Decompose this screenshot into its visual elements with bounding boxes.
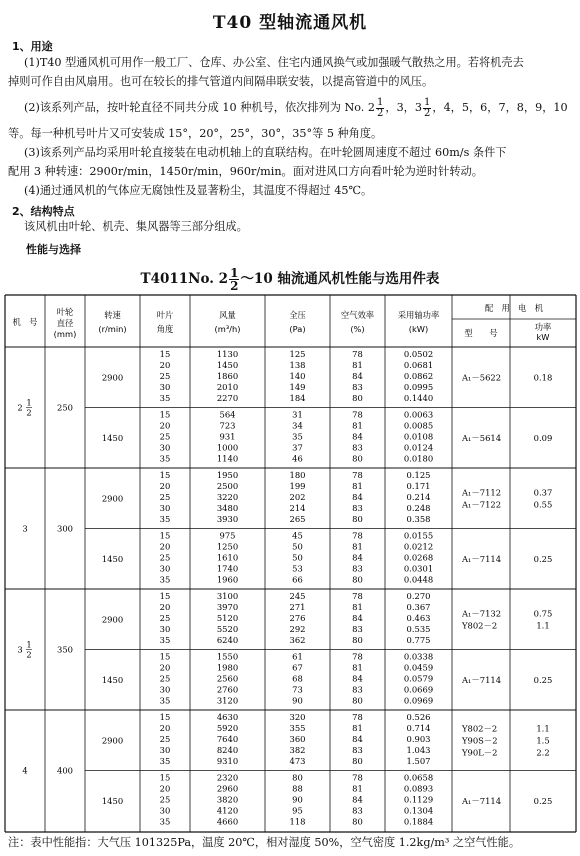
air-efficiency: 81 (352, 420, 363, 431)
total-pressure: 50 (292, 541, 303, 552)
total-pressure: 360 (289, 734, 306, 744)
air-efficiency: 80 (352, 393, 363, 403)
fraction-numerator: 1 (377, 96, 384, 108)
blade-angle: 30 (159, 624, 171, 634)
impeller-diameter: 350 (57, 644, 73, 655)
blade-angle: 15 (159, 591, 171, 601)
air-efficiency: 83 (352, 805, 363, 816)
rotation-speed: 2900 (101, 614, 124, 625)
air-efficiency: 80 (352, 574, 363, 585)
motor-model: A₁－7132 (462, 608, 502, 619)
air-efficiency: 84 (352, 734, 363, 744)
total-pressure: 292 (289, 624, 306, 634)
blade-angle: 25 (159, 794, 171, 805)
machine-number: 3 (17, 644, 23, 655)
shaft-power: 0.0681 (403, 360, 434, 370)
header-flow-1: 风量 (219, 310, 236, 320)
paragraph-3-line-2: 配用 3 种转速：2900r/min，1450r/min，960r/min。面对进风口方向看叶轮为逆时针转动。 (8, 165, 483, 178)
motor-model: Y802－2 (462, 723, 498, 734)
air-efficiency: 84 (352, 613, 363, 623)
paragraph-5-line-1: 该风机由叶轮、机壳、集风器等三部分组成。 (24, 220, 248, 233)
motor-model: A₁－7114 (462, 553, 502, 564)
air-flow: 1550 (216, 651, 239, 662)
shaft-power: 0.775 (406, 635, 431, 645)
blade-angle: 30 (159, 805, 171, 816)
machine-number-frac-den: 2 (26, 407, 32, 418)
air-flow: 564 (219, 409, 236, 420)
blade-angle: 25 (159, 552, 171, 563)
air-flow: 6240 (216, 635, 239, 645)
shaft-power: 0.0155 (403, 530, 434, 541)
shaft-power: 0.0658 (403, 772, 434, 783)
header-blade-1: 叶片 (156, 310, 174, 320)
table-footnote: 注：表中性能指：大气压 101325Pa，温度 20℃，相对湿度 50%，空气密度 1.2kg/m³ 之空气性能。 (8, 836, 521, 849)
p2-text-post: ，4，5，6，7，8，9，10 (432, 101, 568, 114)
air-flow: 1000 (216, 442, 239, 453)
motor-model: A₁－7112 (462, 487, 502, 498)
air-efficiency: 84 (352, 492, 363, 502)
p2-text-mid: ，3，3 (385, 101, 422, 114)
blade-angle: 15 (159, 349, 171, 359)
fraction-numerator-2: 1 (424, 96, 431, 108)
header-efficiency-1: 空气效率 (340, 310, 375, 320)
header-flow-2: (m³/h) (214, 324, 241, 334)
machine-number: 2 (17, 402, 23, 413)
air-flow: 2320 (216, 772, 239, 783)
air-efficiency: 80 (352, 453, 363, 464)
total-pressure: 88 (292, 783, 303, 794)
total-pressure: 362 (289, 635, 306, 645)
air-flow: 1610 (216, 552, 239, 563)
air-flow: 1980 (216, 662, 239, 673)
blade-angle: 35 (159, 453, 171, 464)
blade-angle: 20 (159, 783, 171, 794)
motor-power: 0.75 (533, 608, 553, 619)
blade-angle: 25 (159, 492, 171, 502)
shaft-power: 0.248 (406, 503, 431, 513)
section-heading-usage: 1、用途 (12, 40, 53, 53)
total-pressure: 95 (292, 805, 303, 816)
total-pressure: 214 (289, 503, 306, 513)
fraction-denominator: 2 (377, 107, 384, 119)
total-pressure: 90 (292, 794, 303, 805)
shaft-power: 0.0108 (403, 431, 434, 442)
table-title-frac-num: 1 (230, 266, 239, 280)
header-speed-2: (r/min) (98, 324, 127, 334)
air-flow: 1140 (216, 453, 239, 464)
blade-angle: 20 (159, 420, 171, 431)
air-flow: 723 (219, 420, 236, 431)
total-pressure: 180 (289, 470, 306, 480)
air-efficiency: 78 (352, 591, 363, 601)
shaft-power: 0.367 (406, 602, 431, 612)
air-flow: 1960 (216, 574, 239, 585)
header-motor-model: 型 号 (464, 328, 498, 338)
air-flow: 8240 (216, 745, 239, 755)
air-flow: 3220 (216, 492, 239, 502)
blade-angle: 20 (159, 541, 171, 552)
blade-angle: 35 (159, 393, 171, 403)
shaft-power: 0.903 (406, 734, 431, 744)
shaft-power: 0.125 (406, 470, 431, 480)
fraction-denominator-2: 2 (424, 107, 431, 119)
air-efficiency: 81 (352, 783, 363, 794)
section-heading-performance: 性能与选择 (26, 243, 81, 256)
header-motor: 配 用 电 机 (484, 303, 544, 313)
total-pressure: 202 (289, 492, 306, 502)
total-pressure: 46 (292, 453, 303, 464)
paragraph-2-line-2: 等。每一种机号叶片又可安装成 15°，20°，25°，30°，35°等 5 种角度。 (8, 127, 383, 140)
total-pressure: 37 (292, 442, 303, 453)
blade-angle: 15 (159, 470, 171, 480)
blade-angle: 35 (159, 756, 171, 766)
blade-angle: 30 (159, 563, 171, 574)
blade-angle: 30 (159, 442, 171, 453)
air-efficiency: 78 (352, 530, 363, 541)
air-efficiency: 84 (352, 794, 363, 805)
blade-angle: 30 (159, 382, 171, 392)
table-title-post: ～10 轴流通风机性能与选用件表 (240, 271, 440, 287)
shaft-power: 0.1440 (403, 393, 434, 403)
air-efficiency: 83 (352, 745, 363, 755)
air-efficiency: 83 (352, 382, 363, 392)
air-flow: 931 (219, 431, 236, 442)
shaft-power: 0.1884 (403, 816, 434, 827)
motor-model: A₁－5614 (462, 432, 502, 443)
total-pressure: 199 (289, 481, 306, 491)
motor-model: A₁－7114 (462, 795, 502, 806)
total-pressure: 67 (292, 662, 303, 673)
motor-power: 0.25 (533, 553, 553, 564)
air-efficiency: 81 (352, 723, 363, 733)
total-pressure: 66 (292, 574, 303, 585)
shaft-power: 0.0579 (403, 673, 434, 684)
air-flow: 3120 (216, 695, 239, 706)
machine-number-frac-num: 1 (26, 639, 32, 650)
air-efficiency: 81 (352, 662, 363, 673)
air-efficiency: 81 (352, 602, 363, 612)
total-pressure: 53 (292, 563, 303, 574)
shaft-power: 0.714 (406, 723, 431, 733)
air-efficiency: 80 (352, 756, 363, 766)
air-efficiency: 78 (352, 470, 363, 480)
shaft-power: 0.0969 (403, 695, 434, 706)
shaft-power: 0.0995 (403, 382, 434, 392)
header-diameter-1: 叶轮 (56, 307, 74, 317)
air-flow: 5120 (216, 613, 239, 623)
total-pressure: 184 (289, 393, 306, 403)
shaft-power: 0.0862 (403, 371, 434, 381)
shaft-power: 0.0212 (403, 541, 434, 552)
blade-angle: 15 (159, 651, 171, 662)
table-title-frac-den: 2 (230, 279, 239, 293)
p2-text-pre: (2)该系列产品，按叶轮直径不同共分成 10 种机号，依次排列为 No. 2 (24, 101, 375, 114)
rotation-speed: 1450 (101, 674, 124, 685)
air-efficiency: 80 (352, 635, 363, 645)
motor-power: 0.09 (533, 432, 553, 443)
section-heading-structure: 2、结构特点 (12, 205, 75, 218)
paragraph-3-line-1: (3)该系列产品均采用叶轮直接装在电动机轴上的直联结构。在叶轮圆周速度不超过 60m/s 条件下 (24, 146, 507, 159)
total-pressure: 271 (289, 602, 306, 612)
shaft-power: 0.535 (406, 624, 431, 634)
air-flow: 3100 (216, 591, 239, 601)
motor-power: 0.18 (533, 372, 553, 383)
rotation-speed: 2900 (101, 372, 124, 383)
header-diameter-2: 直径 (56, 318, 74, 328)
shaft-power: 0.0669 (403, 684, 434, 695)
total-pressure: 140 (289, 371, 306, 381)
blade-angle: 25 (159, 613, 171, 623)
shaft-power: 0.214 (406, 492, 431, 502)
air-flow: 2270 (216, 393, 239, 403)
air-flow: 1130 (216, 349, 239, 359)
air-flow: 3820 (216, 794, 239, 805)
air-flow: 1740 (216, 563, 239, 574)
header-motor-power-1: 功率 (534, 322, 552, 332)
rotation-speed: 1450 (101, 432, 124, 443)
air-flow: 3930 (216, 514, 239, 524)
total-pressure: 45 (292, 530, 303, 541)
machine-number-frac-den: 2 (26, 649, 32, 660)
motor-power: 1.1 (536, 620, 550, 631)
air-flow: 4630 (216, 712, 239, 722)
air-flow: 4120 (216, 805, 239, 816)
blade-angle: 20 (159, 481, 171, 491)
shaft-power: 0.0063 (403, 409, 434, 420)
shaft-power: 0.0301 (403, 563, 434, 574)
air-efficiency: 83 (352, 684, 363, 695)
shaft-power: 0.0502 (403, 349, 434, 359)
total-pressure: 68 (292, 673, 303, 684)
motor-model: A₁－7122 (462, 499, 502, 510)
total-pressure: 320 (289, 712, 306, 722)
air-flow: 1450 (216, 360, 239, 370)
motor-model: A₁－5622 (462, 372, 502, 383)
blade-angle: 25 (159, 673, 171, 684)
air-efficiency: 84 (352, 371, 363, 381)
blade-angle: 25 (159, 431, 171, 442)
shaft-power: 0.358 (406, 514, 431, 524)
shaft-power: 0.0180 (403, 453, 434, 464)
blade-angle: 20 (159, 662, 171, 673)
air-efficiency: 78 (352, 772, 363, 783)
total-pressure: 355 (289, 723, 306, 733)
impeller-diameter: 250 (57, 402, 73, 413)
shaft-power: 0.1129 (403, 794, 434, 805)
header-blade-2: 角度 (156, 324, 174, 334)
motor-model: Y90S－2 (462, 735, 498, 746)
air-efficiency: 80 (352, 514, 363, 524)
air-flow: 2500 (216, 481, 239, 491)
air-efficiency: 81 (352, 481, 363, 491)
air-efficiency: 84 (352, 431, 363, 442)
machine-number-frac-num: 1 (26, 397, 32, 408)
shaft-power: 0.171 (406, 481, 431, 491)
blade-angle: 35 (159, 574, 171, 585)
air-efficiency: 78 (352, 712, 363, 722)
blade-angle: 30 (159, 684, 171, 695)
air-efficiency: 78 (352, 349, 363, 359)
air-efficiency: 81 (352, 360, 363, 370)
total-pressure: 118 (289, 816, 306, 827)
rotation-speed: 1450 (101, 795, 124, 806)
motor-power: 0.37 (533, 487, 553, 498)
blade-angle: 15 (159, 772, 171, 783)
air-efficiency: 83 (352, 563, 363, 574)
shaft-power: 0.0268 (403, 552, 434, 563)
total-pressure: 473 (289, 756, 306, 766)
total-pressure: 265 (289, 514, 306, 524)
shaft-power: 0.270 (406, 591, 431, 601)
air-flow: 9310 (216, 756, 239, 766)
total-pressure: 31 (292, 409, 303, 420)
air-flow: 2760 (216, 684, 239, 695)
total-pressure: 50 (292, 552, 303, 563)
total-pressure: 149 (289, 382, 306, 392)
motor-power: 0.55 (533, 499, 553, 510)
total-pressure: 276 (289, 613, 306, 623)
blade-angle: 15 (159, 409, 171, 420)
blade-angle: 35 (159, 514, 171, 524)
paragraph-1-line-1: (1)T40 型通风机可用作一般工厂、仓库、办公室、住宅内通风换气或加强暖气散热之用。若将机壳去 (24, 56, 524, 69)
air-efficiency: 83 (352, 503, 363, 513)
air-flow: 5520 (216, 624, 239, 634)
blade-angle: 15 (159, 530, 171, 541)
air-efficiency: 84 (352, 673, 363, 684)
blade-angle: 35 (159, 695, 171, 706)
air-efficiency: 78 (352, 409, 363, 420)
header-diameter-3: (mm) (53, 329, 77, 339)
motor-power: 0.25 (533, 674, 553, 685)
shaft-power: 0.526 (406, 712, 431, 722)
motor-model: Y90L－2 (462, 747, 498, 758)
page-title: T40 型轴流通风机 (212, 13, 368, 33)
header-pressure-2: (Pa) (289, 324, 306, 334)
air-flow: 3480 (216, 503, 239, 513)
air-efficiency: 83 (352, 624, 363, 634)
impeller-diameter: 400 (57, 765, 73, 776)
paragraph-1-line-2: 掉则可作自由风扇用。也可在较长的排气管道内间隔串联安装，以提高管道中的风压。 (8, 75, 434, 88)
air-flow: 1860 (216, 371, 239, 381)
blade-angle: 25 (159, 734, 171, 744)
air-efficiency: 80 (352, 695, 363, 706)
blade-angle: 35 (159, 635, 171, 645)
air-flow: 975 (219, 530, 236, 541)
blade-angle: 20 (159, 602, 171, 612)
air-efficiency: 84 (352, 552, 363, 563)
header-shaft-power-1: 采用轴功率 (397, 310, 440, 320)
air-flow: 1950 (216, 470, 239, 480)
total-pressure: 125 (289, 349, 306, 359)
total-pressure: 61 (292, 651, 303, 662)
total-pressure: 90 (292, 695, 303, 706)
air-flow: 2010 (216, 382, 239, 392)
shaft-power: 0.0124 (403, 442, 434, 453)
header-motor-power-2: kW (536, 332, 550, 342)
air-efficiency: 80 (352, 816, 363, 827)
motor-model: Y802－2 (462, 620, 498, 631)
air-flow: 7640 (216, 734, 239, 744)
shaft-power: 0.463 (406, 613, 431, 623)
header-efficiency-2: (%) (350, 324, 365, 334)
shaft-power: 0.0085 (403, 420, 434, 431)
total-pressure: 73 (292, 684, 303, 695)
shaft-power: 1.507 (406, 756, 431, 766)
blade-angle: 25 (159, 371, 171, 381)
impeller-diameter: 300 (57, 523, 73, 534)
motor-power: 0.25 (533, 795, 553, 806)
header-machine-no: 机 号 (12, 317, 38, 327)
air-flow: 1250 (216, 541, 239, 552)
air-flow: 2960 (216, 783, 239, 794)
total-pressure: 382 (289, 745, 306, 755)
motor-model: A₁－7114 (462, 674, 502, 685)
total-pressure: 34 (292, 420, 303, 431)
header-speed-1: 转速 (104, 310, 121, 320)
total-pressure: 245 (289, 591, 306, 601)
air-flow: 4660 (216, 816, 239, 827)
blade-angle: 20 (159, 360, 171, 370)
blade-angle: 30 (159, 503, 171, 513)
air-efficiency: 81 (352, 541, 363, 552)
shaft-power: 1.043 (406, 745, 431, 755)
machine-number: 4 (22, 765, 28, 776)
shaft-power: 0.0448 (403, 574, 434, 585)
blade-angle: 30 (159, 745, 171, 755)
air-efficiency: 78 (352, 651, 363, 662)
blade-angle: 15 (159, 712, 171, 722)
rotation-speed: 2900 (101, 735, 124, 746)
total-pressure: 138 (289, 360, 306, 370)
header-pressure-1: 全压 (289, 310, 306, 320)
blade-angle: 35 (159, 816, 171, 827)
shaft-power: 0.0338 (403, 651, 434, 662)
motor-power: 2.2 (536, 747, 550, 758)
air-flow: 3970 (216, 602, 239, 612)
rotation-speed: 2900 (101, 493, 124, 504)
paragraph-4-line-1: (4)通过通风机的气体应无腐蚀性及显著粉尘，其温度不得超过 45℃。 (24, 184, 373, 197)
air-efficiency: 83 (352, 442, 363, 453)
total-pressure: 35 (292, 431, 303, 442)
air-flow: 5920 (216, 723, 239, 733)
rotation-speed: 1450 (101, 553, 124, 564)
header-shaft-power-2: (kW) (408, 324, 429, 334)
motor-power: 1.1 (536, 723, 550, 734)
shaft-power: 0.0893 (403, 783, 434, 794)
shaft-power: 0.0459 (403, 662, 434, 673)
total-pressure: 80 (292, 772, 303, 783)
motor-power: 1.5 (536, 735, 550, 746)
shaft-power: 0.1304 (403, 805, 434, 816)
table-title-pre: T4011No. 2 (140, 271, 229, 287)
machine-number: 3 (22, 523, 28, 534)
blade-angle: 20 (159, 723, 171, 733)
air-flow: 2560 (216, 673, 239, 684)
